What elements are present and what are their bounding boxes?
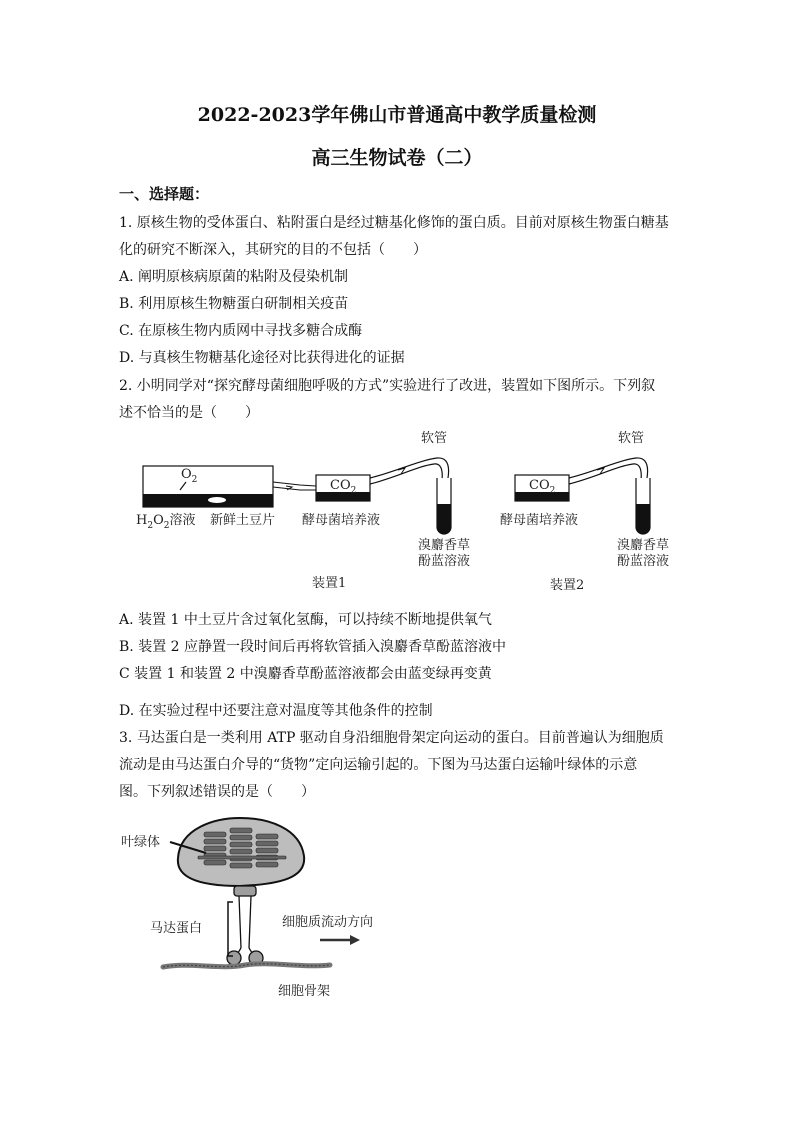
h2o2-sub1: 2	[147, 521, 154, 531]
motor-bracket	[228, 902, 233, 956]
hose-label-1: 软管	[421, 431, 448, 446]
q3-stem-line2: 流动是由马达蛋白介导的“货物”定向运输引起的。下图为马达蛋白运输叶绿体的示意	[119, 757, 638, 773]
q3-motor-protein-figure	[0, 810, 794, 1010]
yeast-label-1: 酵母菌培养液	[302, 513, 381, 528]
q2-stem-line1: 2. 小明同学对“探究酵母菌细胞呼吸的方式”实验进行了改进，装置如下图所示。下列叙	[119, 378, 656, 394]
q2-option-c: C 装置 1 和装置 2 中溴麝香草酚蓝溶液都会由蓝变绿再变黄	[119, 666, 492, 682]
q2-apparatus-figure	[0, 420, 794, 600]
q2-option-a: A. 装置 1 中土豆片含过氧化氢酶，可以持续不断地提供氧气	[119, 612, 492, 628]
q3-stem-line3: 图。下列叙述错误的是（ ）	[119, 784, 315, 800]
q1-option-a: A. 阐明原核病原菌的粘附及侵染机制	[119, 269, 349, 285]
co2-label-2: CO	[529, 478, 550, 493]
exam-title: 2022-2023学年佛山市普通高中教学质量检测	[197, 104, 597, 126]
co2-label-1: CO	[330, 478, 351, 493]
co2-sub-2: 2	[549, 486, 556, 496]
chloroplast	[178, 818, 304, 886]
section-heading: 一、选择题：	[119, 185, 210, 203]
cytoskeleton	[163, 964, 330, 967]
indicator-2b: 酚蓝溶液	[617, 554, 670, 569]
q1-option-b: B. 利用原核生物糖蛋白研制相关疫苗	[119, 296, 349, 312]
q2-option-b: B. 装置 2 应静置一段时间后再将软管插入溴麝香草酚蓝溶液中	[119, 639, 506, 655]
device2-caption: 装置2	[550, 578, 585, 593]
test-tube-2	[636, 478, 650, 534]
indicator-1a: 溴麝香草	[418, 538, 471, 553]
exam-subtitle: 高三生物试卷（二）	[311, 147, 483, 169]
flow-arrow	[320, 935, 360, 945]
h2o2-sub2: 2	[163, 521, 170, 531]
indicator-1b: 酚蓝溶液	[418, 554, 471, 569]
q2-option-d: D. 在实验过程中还要注意对温度等其他条件的控制	[119, 703, 433, 719]
q1-option-c: C. 在原核生物内质网中寻找多糖合成酶	[119, 323, 363, 339]
o2-label: O	[181, 467, 192, 482]
svg-text:H2O2溶液	[136, 512, 196, 531]
q1-stem-line1: 1. 原核生物的受体蛋白、粘附蛋白是经过糖基化修饰的蛋白质。目前对原核生物蛋白糖基	[119, 215, 669, 231]
device1-caption: 装置1	[312, 576, 347, 591]
q1-option-d: D. 与真核生物糖基化途径对比获得进化的证据	[119, 350, 405, 366]
hose-label-2: 软管	[618, 431, 645, 446]
indicator-2a: 溴麝香草	[617, 538, 670, 553]
motor-label: 马达蛋白	[150, 921, 203, 936]
q2-stem-line2: 述不恰当的是（ ）	[119, 405, 259, 421]
test-tube-1	[437, 478, 451, 534]
h2o2-rest: 溶液	[169, 513, 196, 528]
q1-stem-line2: 化的研究不断深入，其研究的目的不包括（ ）	[119, 242, 427, 258]
h2o2-h: H	[136, 513, 148, 528]
q3-stem-line1: 3. 马达蛋白是一类利用 ATP 驱动自身沿细胞骨架定向运动的蛋白。目前普遍认为细胞质	[119, 730, 664, 746]
yeast-label-2: 酵母菌培养液	[500, 513, 579, 528]
potato-label: 新鲜土豆片	[210, 513, 276, 528]
o2-sub: 2	[191, 475, 198, 485]
motor-protein	[227, 886, 263, 965]
chloroplast-label: 叶绿体	[121, 835, 161, 850]
h2o2-container	[143, 466, 273, 507]
h2o2-o: O	[153, 513, 164, 528]
co2-sub-1: 2	[350, 486, 357, 496]
cytoskeleton-label: 细胞骨架	[278, 984, 331, 999]
flow-label: 细胞质流动方向	[282, 915, 374, 930]
connecting-tube	[273, 482, 316, 486]
